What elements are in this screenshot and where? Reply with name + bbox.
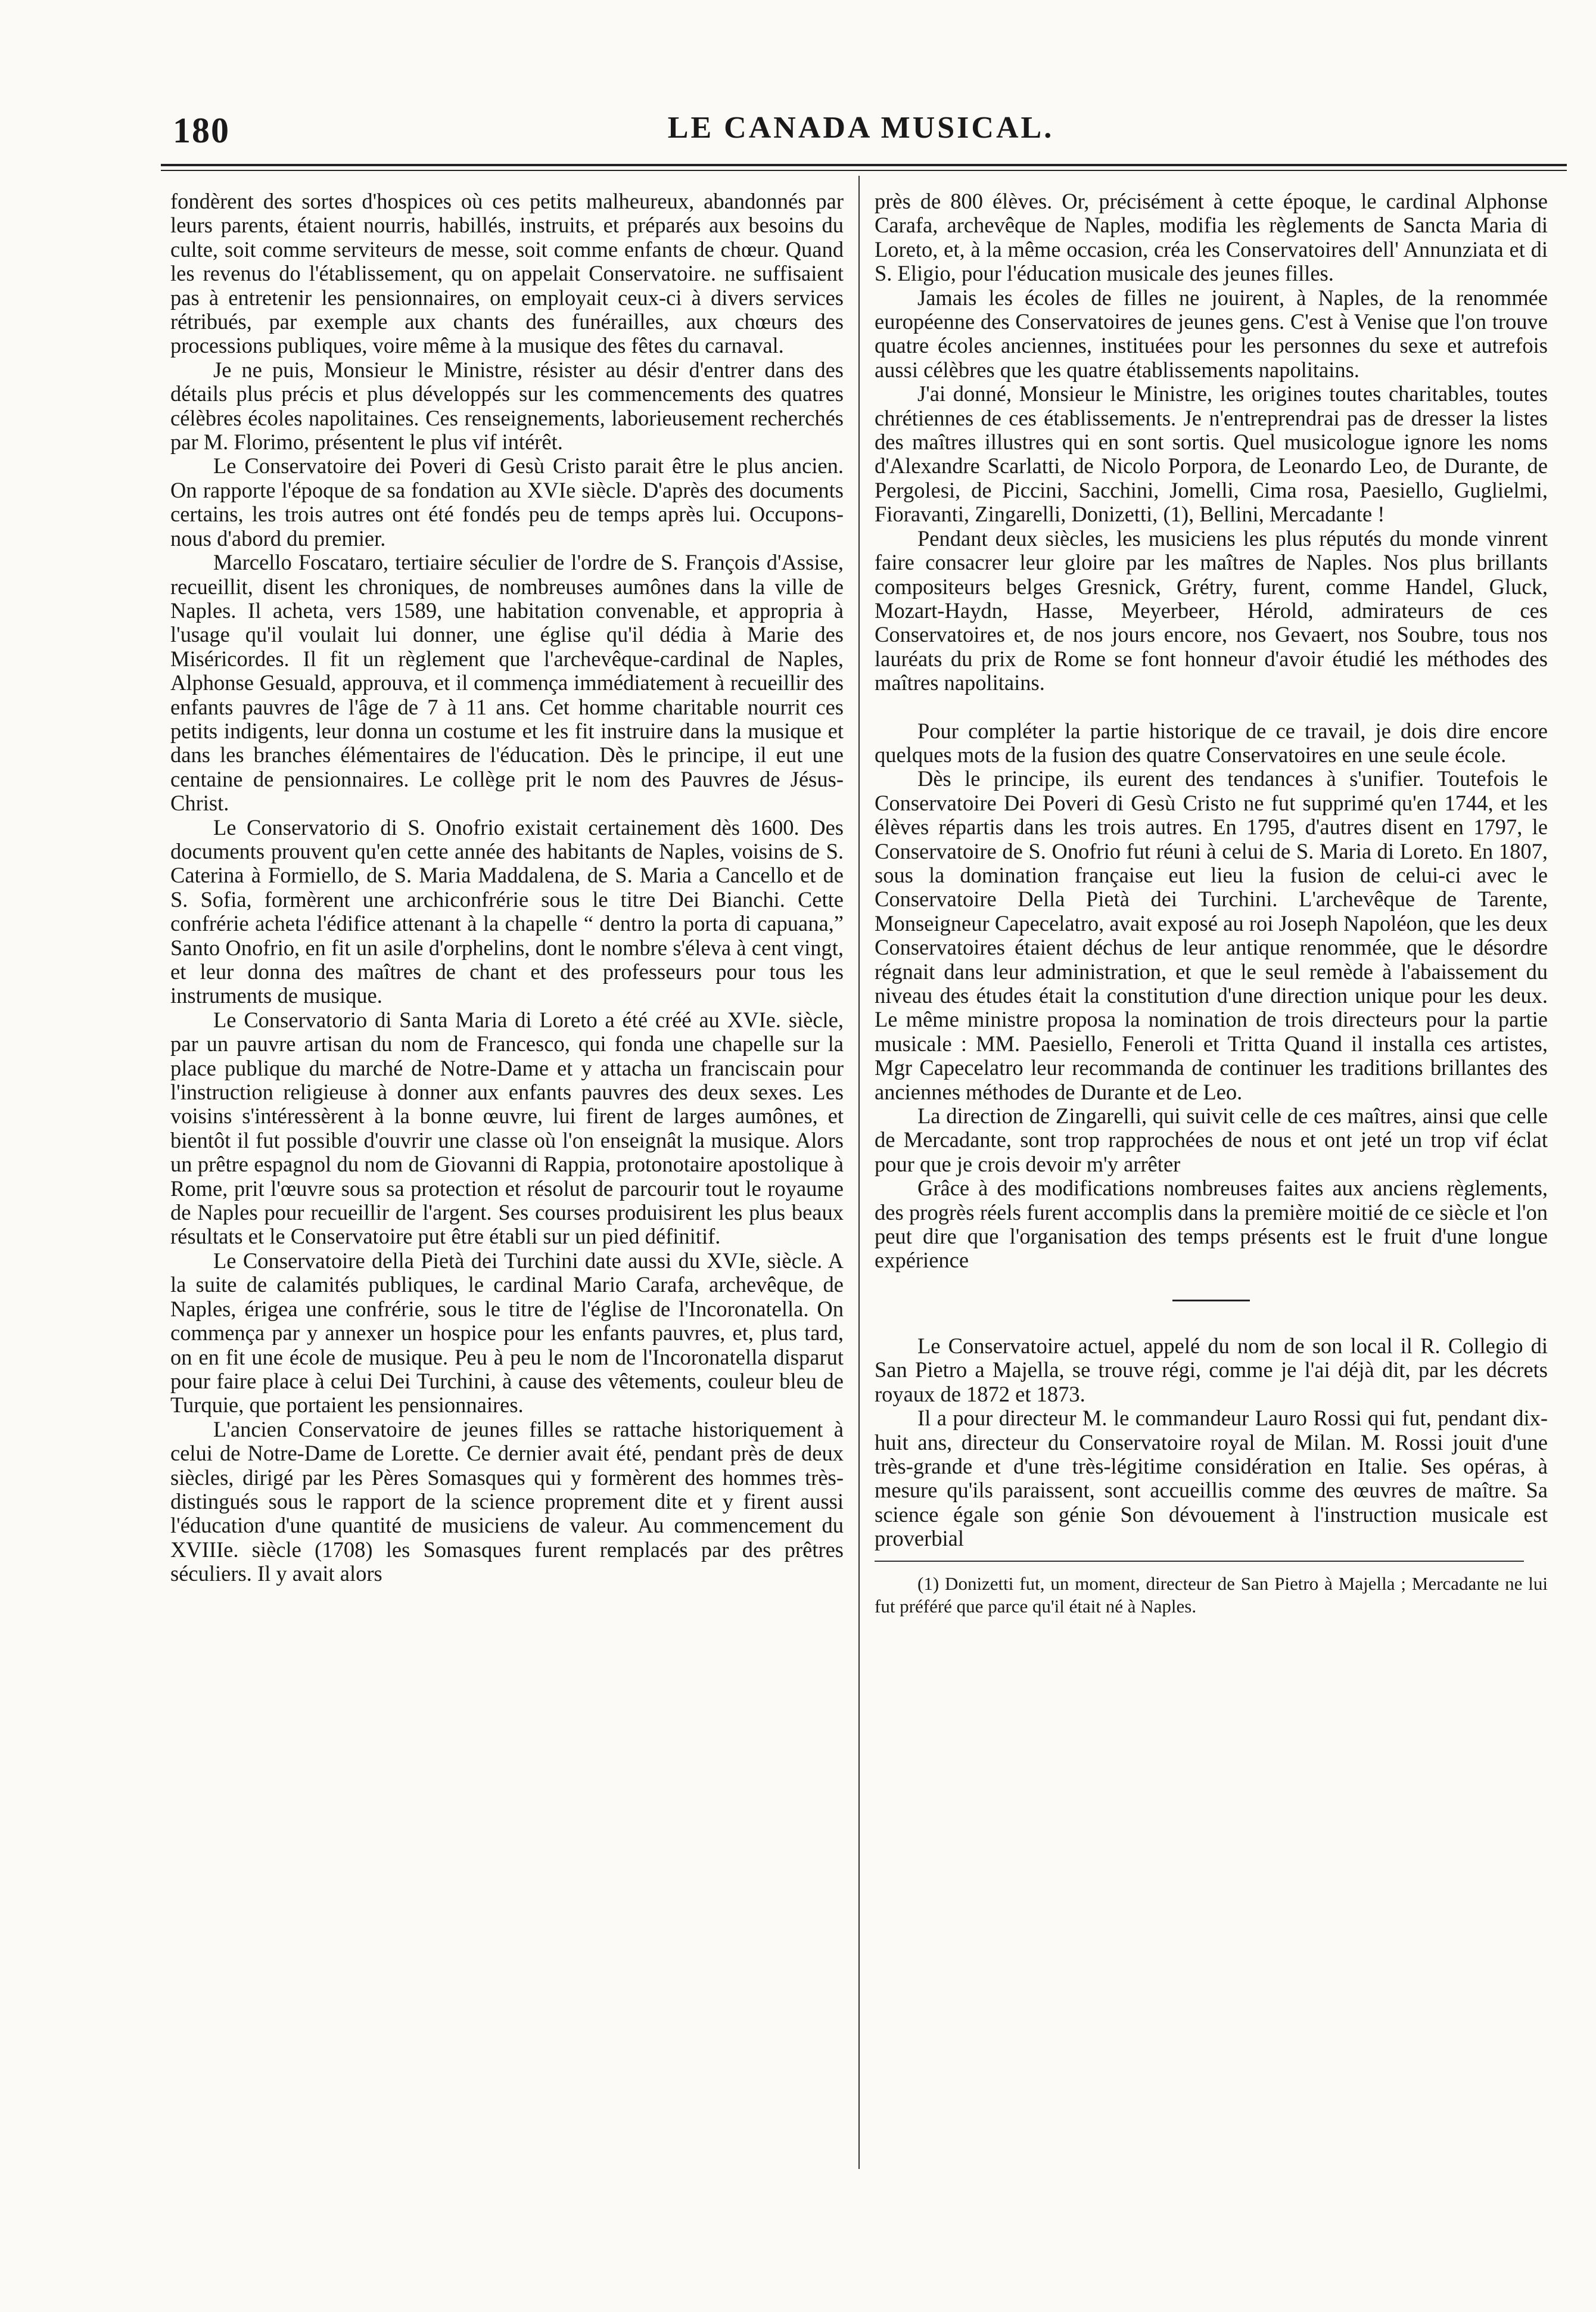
- paragraph: L'ancien Conservatoire de jeunes filles se rattache historiquement à celui de Notre-Dame de Lorette. Ce dernier avait été, pendant près de deux siècles, dirigé par les Pères Somasques qui y formèrent des hommes très-distingués sous le rapport de la science proprement dite et y firent aussi l'éducation d'une quantité de musiciens de valeur. Au commencement du XVIIIe. siècle (1708) les Somasques furent remplacés par des prêtres séculiers. Il y avait alors: [170, 1416, 844, 1586]
- right-column: [875, 189, 1548, 1618]
- footnote-rule: [875, 1561, 1524, 1562]
- paragraph: Le Conservatoire dei Poveri di Gesù Cristo parait être le plus ancien. On rapporte l'époque de sa fondation au XVIe siècle. D'après des documents certains, les trois autres ont été fondés peu de temps après lui. Occupons-nous d'abord du premier.: [170, 453, 844, 551]
- page-number: 180: [173, 111, 230, 150]
- paragraph: Dès le principe, ils eurent des tendances à s'unifier. Toutefois le Conservatoire Dei Poveri di Gesù Cristo ne fut supprimé qu'en 1744, et les élèves répartis dans les trois autres. En 1795, d'autres disent en 1797, le Conservatoire de S. Onofrio fut réuni à celui de S. Maria di Loreto. En 1807, sous la domination française eut lieu la fusion de celui-ci avec le Conservatoire Della Pietà dei Turchini. L'archevêque de Tarente, Monseigneur Capecelatro, avait exposé au roi Joseph Napoléon, que les deux Conservatoires étaient déchus de leur antique renommée, que le désordre régnait dans leur administration, et que le seul remède à l'abaissement du niveau des études était la constitution d'une direction unique pour les deux. Le même ministre proposa la nomination de trois directeurs pour la partie musicale : MM. Paesiello, Feneroli et Tritta Quand il installa ces artistes, Mgr Capecelatro leur recommanda de continuer les traditions brillantes des anciennes méthodes de Durante et de Leo.: [875, 766, 1548, 1104]
- footnote: (1) Donizetti fut, un moment, directeur de San Pietro à Majella ; Mercadante ne lui fut préféré que parce qu'il était né à Naples.: [875, 1573, 1548, 1617]
- paragraph: Pour compléter la partie historique de ce travail, je dois dire encore quelques mots de la fusion des quatre Conservatoires en une seule école.: [875, 718, 1548, 767]
- paragraph: Je ne puis, Monsieur le Ministre, résister au désir d'entrer dans des détails plus précis et plus développés sur les commencements des quatres célèbres écoles napolitaines. Ces renseignements, laborieusement recherchés par M. Florimo, présentent le plus vif intérêt.: [170, 357, 844, 455]
- section-separator-rule: [1172, 1300, 1250, 1301]
- paragraph: Pendant deux siècles, les musiciens les plus réputés du monde vinrent faire consacrer leur gloire par les maîtres de Naples. Nos plus brillants compositeurs belges Gresnick, Grétry, furent, comme Handel, Gluck, Mozart-Haydn, Hasse, Meyerbeer, Hérold, admirateurs de ces Conservatoires et, de nos jours encore, nos Gevaert, nos Soubre, tous nos lauréats du prix de Rome se font honneur d'avoir étudié les méthodes des maîtres napolitains.: [875, 526, 1548, 695]
- paragraph: Le Conservatoire actuel, appelé du nom de son local il R. Collegio di San Pietro a Majella, se trouve régi, comme je l'ai déjà dit, par les décrets royaux de 1872 et 1873.: [875, 1333, 1548, 1406]
- column-divider: [858, 176, 860, 2169]
- paragraph: J'ai donné, Monsieur le Ministre, les origines toutes charitables, toutes chrétiennes de ces établissements. Je n'entreprendrai pas de dresser la listes des maîtres illustres qui en sont sortis. Quel musicologue ignore les noms d'Alexandre Scarlatti, de Nicolo Porpora, de Leonardo Leo, de Durante, de Pergolesi, de Piccini, Sacchini, Jomelli, Cima rosa, Paesiello, Guglielmi, Fioravanti, Zingarelli, Donizetti, (1), Bellini, Mercadante !: [875, 381, 1548, 527]
- paragraph: La direction de Zingarelli, qui suivit celle de ces maîtres, ainsi que celle de Mercadante, sont trop rapprochées de nous et ont jeté un trop vif éclat pour que je crois devoir m'y arrêter: [875, 1104, 1548, 1176]
- header-rule-thin: [161, 170, 1567, 171]
- paragraph: Le Conservatorio di S. Onofrio existait certainement dès 1600. Des documents prouvent qu'en cette année des habitants de Naples, voisins de S. Caterina à Formiello, de S. Maria Maddalena, de S. Maria a Cancello et de S. Sofia, formèrent une archiconfrérie sous le titre Dei Bianchi. Cette confrérie acheta l'édifice attenant à la chapelle “ dentro la porta di capuana,” Santo Onofrio, en fit un asile d'orphelins, dont le nombre s'éleva à cent vingt, et leur donna des maîtres de chant et des professeurs pour tous les instruments de musique.: [170, 815, 844, 1008]
- page-header: [155, 110, 1567, 158]
- paragraph: Il a pour directeur M. le commandeur Lauro Rossi qui fut, pendant dix-huit ans, directeur du Conservatoire royal de Milan. M. Rossi jouit d'une très-grande et d'une très-légitime considération en Italie. Ses opéras, à mesure qu'ils paraissent, sont accueillis comme des œuvres de maître. Sa science égale son génie Son dévouement à l'instruction musicale est proverbial: [875, 1406, 1548, 1551]
- section-gap: [875, 695, 1548, 719]
- paragraph: Le Conservatorio di Santa Maria di Loreto a été créé au XVIe. siècle, par un pauvre artisan du nom de Francesco, qui fonda une chapelle sur la place publique du marché de Notre-Dame et y attacha un franciscain pour l'instruction religieuse à donner aux enfants pauvres des deux sexes. Les voisins s'intéressèrent à la bonne œuvre, lui firent de larges aumônes, et bientôt il fut possible d'ouvrir une classe où l'on enseignât la musique. Alors un prêtre espagnol du nom de Giovanni di Rappia, protonotaire apostolique à Rome, prit l'œuvre sous sa protection et résolut de parcourir tout le royaume de Naples pour recueillir de l'argent. Ses courses produisirent les plus beaux résultats et le Conservatoire put être établi sur un pied définitif.: [170, 1007, 844, 1249]
- header-rule: [161, 164, 1567, 166]
- left-column: [170, 189, 844, 1586]
- paragraph: Jamais les écoles de filles ne jouirent, à Naples, de la renommée européenne des Conservatoires de jeunes gens. C'est à Venise que l'on trouve quatre écoles anciennes, instituées pour les personnes du sexe et autrefois aussi célèbres que les quatre établissements napolitains.: [875, 285, 1548, 382]
- paragraph: Marcello Foscataro, tertiaire séculier de l'ordre de S. François d'Assise, recueillit, disent les chroniques, de nombreuses aumônes dans la ville de Naples. Il acheta, vers 1589, une habitation convenable, et appropria à l'usage qu'il voulait lui donner, une église qu'il dédia à Marie des Miséricordes. Il fit un règlement que l'archevêque-cardinal de Naples, Alphonse Gesuald, approuva, et il commença immédiatement à recueillir des enfants pauvres de l'âge de 7 à 11 ans. Cet homme charitable nourrit ces petits indigents, leur donna un costume et les fit instruire dans la musique et dans les branches élémentaires de l'éducation. Dès le principe, il eut une centaine de pensionnaires. Le collège prit le nom des Pauvres de Jésus-Christ.: [170, 550, 844, 816]
- paragraph: près de 800 élèves. Or, précisément à cette époque, le cardinal Alphonse Carafa, archevêque de Naples, modifia les règlements de Sancta Maria di Loreto, et, à la même occasion, créa les Conservatoires dell' Annunziata et di S. Eligio, pour l'éducation musicale des jeunes filles.: [875, 189, 1548, 286]
- paragraph: Le Conservatoire della Pietà dei Turchini date aussi du XVIe, siècle. A la suite de calamités publiques, le cardinal Mario Carafa, archevêque, de Naples, érigea une confrérie, sous le titre de l'église de l'Incoronatella. On commença par y annexer un hospice pour les enfants pauvres, et, plus tard, on en fit une école de musique. Peu à peu le nom de l'Incoronatella disparut pour faire place à celui Dei Turchini, à cause des vêtements, couleur bleu de Turquie, que portaient les pensionnaires.: [170, 1248, 844, 1418]
- running-title: LE CANADA MUSICAL.: [667, 111, 1054, 145]
- paragraph: fondèrent des sortes d'hospices où ces petits malheureux, abandonnés par leurs parents, étaient nourris, habillés, instruits, et préparés aux besoins du culte, soit comme serviteurs de messe, soit comme enfants de chœur. Quand les revenus do l'établissement, qu on appelait Conservatoire. ne suffisaient pas à entretenir les pensionnaires, on employait ceux-ci à divers services rétribués, par exemple aux chants des funérailles, aux chœurs des processions publiques, voire même à la musique des fêtes du carnaval.: [170, 189, 844, 358]
- paragraph: Grâce à des modifications nombreuses faites aux anciens règlements, des progrès réels furent accomplis dans la première moitié de ce siècle et l'on peut dire que l'organisation des temps présents est le fruit d'une longue expérience: [875, 1176, 1548, 1273]
